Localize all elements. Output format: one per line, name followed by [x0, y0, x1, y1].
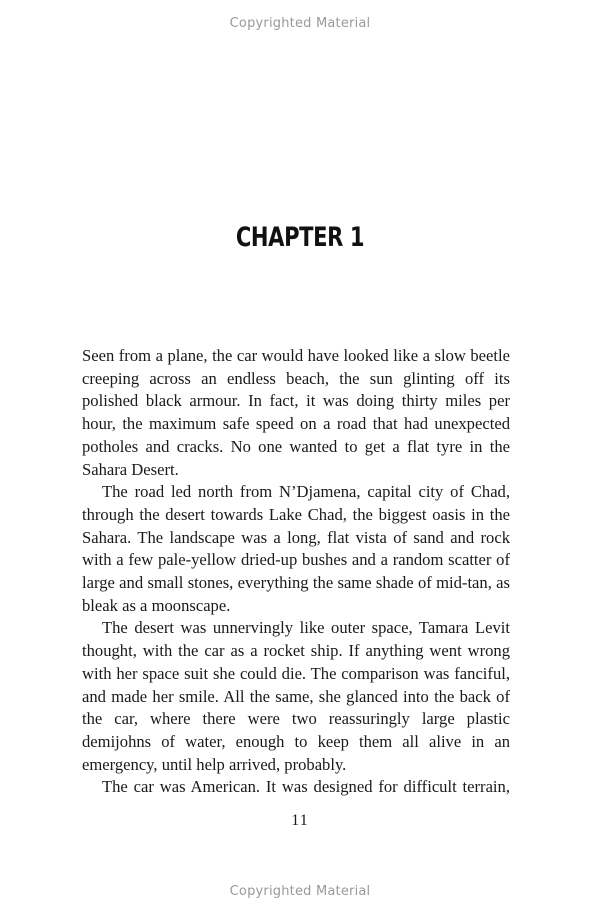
copyright-watermark-bottom: Copyrighted Material	[229, 884, 371, 899]
paragraph-2: The road led north from N’Djamena, capital city of Chad, through the desert towards Lake Chad, the biggest oasis in the Sahara. The landscape was a long, flat vista of sand and rock with a few pale-yellow dried-up bushes and a random scatter of large and small stones, everything the same shade of mid-tan, as bleak as a moonscape.	[82, 482, 510, 615]
page-number: 11	[291, 812, 309, 829]
copyright-watermark-top: Copyrighted Material	[229, 16, 371, 31]
paragraph-3: The desert was unnervingly like outer space, Tamara Levit thought, with the car as a rocket ship. If anything went wrong with her space suit she could die. The comparison was fanciful, and made her smile. All the same, she glanced into the back of the car, where there were two reassuringly large plastic demijohns of water, enough to keep them all alive in an emergency, until help arrived, probably.	[82, 618, 510, 774]
chapter-body	[82, 345, 510, 799]
chapter-title: CHAPTER 1	[235, 222, 365, 253]
paragraph-4: The car was American. It was designed for difficult terrain,	[102, 777, 510, 797]
paragraph-1: Seen from a plane, the car would have looked like a slow beetle creeping across an endless beach, the sun glinting off its polished black armour. In fact, it was doing thirty miles per hour, the maximum safe speed on a road that had unexpected potholes and cracks. No one wanted to get a flat tyre in the Sahara Desert.	[82, 346, 510, 479]
